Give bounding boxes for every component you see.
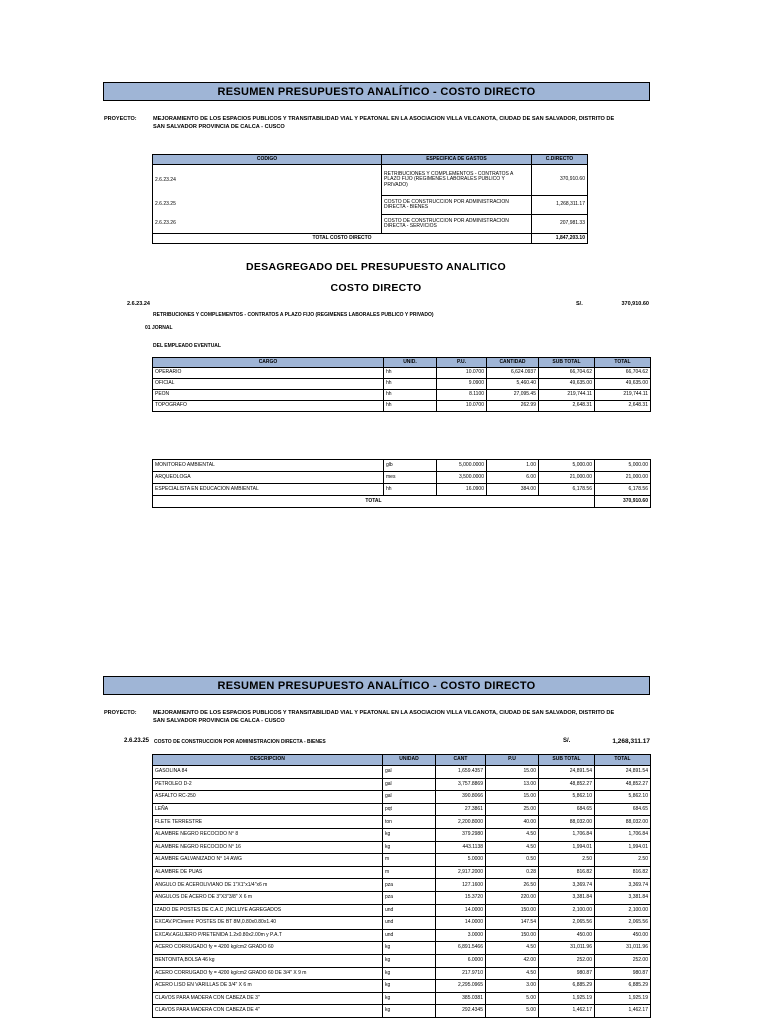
table-cell: ton <box>383 816 436 829</box>
proyecto-text-2: MEJORAMIENTO DE LOS ESPACIOS PUBLICOS Y TRANSITABILIDAD VIAL Y PEATONAL EN LA ASOCIACION VILLA VILCANOTA, CIUDAD DE SAN SALVADOR, DISTRITO DE SAN SALVADOR PROVINCIA DE CALCA - CUSCO <box>153 710 615 724</box>
table-cell: 450.00 <box>595 929 651 942</box>
table-cell: 6,891.5466 <box>436 942 486 955</box>
summary-amount: 207,981.33 <box>532 215 588 234</box>
table-cell: 24,891.54 <box>595 766 651 779</box>
table-cell: CLAVOS PARA MADERA CON CABEZA DE 4" <box>153 1005 383 1018</box>
table-cell: 2,295.0965 <box>436 980 486 993</box>
labor-table <box>152 357 651 412</box>
table-cell: und <box>383 917 436 930</box>
table-cell: 31,011.96 <box>539 942 595 955</box>
labor-header-pu: P.U. <box>437 358 487 368</box>
table-cell: 1,706.84 <box>595 828 651 841</box>
table-cell: kg <box>383 992 436 1005</box>
table-cell: 2,065.56 <box>595 917 651 930</box>
labor-header-unid: UNID. <box>384 358 437 368</box>
table-cell: 5,000.00 <box>539 460 595 472</box>
table-cell: 127.1600 <box>436 879 486 892</box>
table-cell: 3,369.74 <box>595 879 651 892</box>
table-cell: 49,635.00 <box>595 379 651 390</box>
table-cell: 2,917.2000 <box>436 866 486 879</box>
table-cell: 66,704.62 <box>595 368 651 379</box>
table-cell: LEÑA <box>153 803 383 816</box>
item-code-2: 2.6.23.25 <box>124 738 150 744</box>
table-cell: 1,925.19 <box>595 992 651 1005</box>
table-row <box>153 803 651 816</box>
table-cell: 3,381.84 <box>595 891 651 904</box>
table-cell: OPERARIO <box>153 368 384 379</box>
table-row <box>153 390 651 401</box>
summary-amount: 1,268,311.17 <box>532 196 588 215</box>
table-cell: 2,065.56 <box>539 917 595 930</box>
costo-directo-title: COSTO DIRECTO <box>330 282 422 294</box>
table-cell: 150.00 <box>486 929 539 942</box>
summary-code: 2.6.23.24 <box>153 165 382 196</box>
table-cell: pza <box>383 879 436 892</box>
summary-amount: 370,910.60 <box>532 165 588 196</box>
table-cell: kg <box>383 828 436 841</box>
table-cell: 10.0700 <box>437 401 487 412</box>
item-description-2: COSTO DE CONSTRUCCION POR ADMINISTRACION DIRECTA - BIENES <box>154 739 326 745</box>
table-cell: 88,032.00 <box>595 816 651 829</box>
table-cell: PETROLEO D-2 <box>153 778 383 791</box>
table-cell: 3,500.0000 <box>437 472 487 484</box>
table-cell: 5,862.10 <box>595 791 651 804</box>
table-cell: ACERO CORRUGADO fy = 4200 kg/cm2 GRADO 60 DE 3/4" X 9 m <box>153 967 383 980</box>
table-cell: 3.0000 <box>436 929 486 942</box>
table-cell: 6,178.56 <box>539 484 595 496</box>
table-cell: 217.9710 <box>436 967 486 980</box>
table-cell: 2,648.31 <box>539 401 595 412</box>
materials-header-subtotal: SUB TOTAL <box>539 755 595 766</box>
table-cell: pza <box>383 891 436 904</box>
summary-table <box>152 154 588 244</box>
table-cell: 6,624.0937 <box>487 368 539 379</box>
table-row <box>153 460 651 472</box>
table-cell: 16.0900 <box>437 484 487 496</box>
table-cell: und <box>383 904 436 917</box>
table-cell: 252.00 <box>539 954 595 967</box>
table-row <box>153 841 651 854</box>
table-cell: 379.2980 <box>436 828 486 841</box>
table-cell: 88,032.00 <box>539 816 595 829</box>
table-row <box>153 828 651 841</box>
table-cell: OFICIAL <box>153 379 384 390</box>
table-cell: 5,460.40 <box>487 379 539 390</box>
table-row <box>153 904 651 917</box>
table-cell: hh <box>384 390 437 401</box>
item-description: RETRIBUCIONES Y COMPLEMENTOS - CONTRATOS A PLAZO FIJO (REGIMENES LABORALES PUBLICO Y PRIVADO) <box>153 312 434 318</box>
table-cell: und <box>383 929 436 942</box>
table-cell: hh <box>384 368 437 379</box>
table-row <box>153 942 651 955</box>
table-cell: GASOLINA 84 <box>153 766 383 779</box>
table-cell: 4.50 <box>486 828 539 841</box>
table-cell: 21,000.00 <box>595 472 651 484</box>
table-cell: 5,000.0000 <box>437 460 487 472</box>
table-row <box>153 472 651 484</box>
eventual-label: DEL EMPLEADO EVENTUAL <box>153 343 221 349</box>
others-total-row <box>153 496 651 508</box>
table-cell: 3,381.84 <box>539 891 595 904</box>
table-cell: 0.28 <box>486 866 539 879</box>
table-row <box>153 196 588 215</box>
table-cell: gal <box>383 778 436 791</box>
item-currency-2: S/. <box>563 738 571 744</box>
table-cell: ALAMBRE DE PUAS <box>153 866 383 879</box>
table-cell: ANGULO DE ACEROLIVIANO DE 1"X1"x1/4"x6 m <box>153 879 383 892</box>
item-currency: S/. <box>576 301 583 307</box>
summary-desc: COSTO DE CONSTRUCCION POR ADMINISTRACION DIRECTA - SERVICIOS <box>382 215 532 234</box>
table-row <box>153 1005 651 1018</box>
proyecto-label-2: PROYECTO: <box>104 710 137 716</box>
table-cell: 2.50 <box>595 854 651 867</box>
table-row <box>153 791 651 804</box>
table-cell: gal <box>383 766 436 779</box>
materials-header-cant: CANT <box>436 755 486 766</box>
table-cell: 21,000.00 <box>539 472 595 484</box>
table-cell: 6.00 <box>487 472 539 484</box>
table-cell: TOPOGRAFO <box>153 401 384 412</box>
summary-desc: RETRIBUCIONES Y COMPLEMENTOS - CONTRATOS A PLAZO FIJO (REGIMENES LABORALES PUBLICO Y PRIVADO) <box>382 165 532 196</box>
table-cell: 816.82 <box>595 866 651 879</box>
table-cell: 24,891.54 <box>539 766 595 779</box>
summary-total-row <box>153 234 588 244</box>
item-total-2: 1,268,311.17 <box>612 738 650 745</box>
table-cell: 219,744.11 <box>539 390 595 401</box>
table-cell: 6,885.29 <box>539 980 595 993</box>
table-cell: MONITOREO AMBIENTAL <box>153 460 384 472</box>
table-cell: 49,635.00 <box>539 379 595 390</box>
table-cell: m <box>383 866 436 879</box>
table-row <box>153 891 651 904</box>
table-cell: EXCAV.AGUJERO P/RETENIDA 1.2x0.80x2.00m y P.A.T <box>153 929 383 942</box>
table-row <box>153 816 651 829</box>
table-cell: 42.00 <box>486 954 539 967</box>
table-cell: ALAMBRE NEGRO RECOCIDO N° 8 <box>153 828 383 841</box>
table-cell: 980.87 <box>539 967 595 980</box>
table-cell: 262.99 <box>487 401 539 412</box>
materials-table <box>152 754 651 1018</box>
table-cell: 25.00 <box>486 803 539 816</box>
table-cell: 292.4345 <box>436 1005 486 1018</box>
table-cell: kg <box>383 841 436 854</box>
table-cell: 5,862.10 <box>539 791 595 804</box>
table-cell: 684.65 <box>595 803 651 816</box>
table-cell: 2.50 <box>539 854 595 867</box>
materials-header-total: TOTAL <box>595 755 651 766</box>
table-cell: PEON <box>153 390 384 401</box>
table-cell: 27.3861 <box>436 803 486 816</box>
table-cell: ACERO LISO EN VARILLAS DE 3/4" X 6 m <box>153 980 383 993</box>
table-cell: mes <box>384 472 437 484</box>
others-total-label: TOTAL <box>153 496 595 508</box>
table-cell: ARQUEOLOGA <box>153 472 384 484</box>
table-row <box>153 929 651 942</box>
table-row <box>153 165 588 196</box>
summary-header-desc: ESPECIFICA DE GASTOS <box>382 155 532 165</box>
table-row <box>153 992 651 1005</box>
table-cell: 3.00 <box>486 980 539 993</box>
labor-header-total: TOTAL <box>595 358 651 368</box>
table-cell: 31,011.96 <box>595 942 651 955</box>
table-cell: pqt <box>383 803 436 816</box>
table-cell: 0.50 <box>486 854 539 867</box>
others-table <box>152 459 651 508</box>
proyecto-text: MEJORAMIENTO DE LOS ESPACIOS PUBLICOS Y TRANSITABILIDAD VIAL Y PEATONAL EN LA ASOCIACION VILLA VILCANOTA, CIUDAD DE SAN SALVADOR, DISTRITO DE SAN SALVADOR PROVINCIA DE CALCA - CUSCO <box>153 116 615 130</box>
table-cell: 15.00 <box>486 766 539 779</box>
table-cell: 3,757.8869 <box>436 778 486 791</box>
table-cell: 3,369.74 <box>539 879 595 892</box>
table-row <box>153 778 651 791</box>
table-row <box>153 368 651 379</box>
table-cell: 14.0000 <box>436 904 486 917</box>
summary-total-value: 1,847,203.10 <box>532 234 588 244</box>
table-cell: 220.00 <box>486 891 539 904</box>
item-total: 370,910.60 <box>621 301 649 307</box>
table-cell: 443.1138 <box>436 841 486 854</box>
table-cell: ANGULOS DE ACERO DE 3"X3"3/8" X 6 m <box>153 891 383 904</box>
table-cell: 4.50 <box>486 942 539 955</box>
table-cell: 252.00 <box>595 954 651 967</box>
table-row <box>153 917 651 930</box>
table-cell: 2,100.00 <box>539 904 595 917</box>
section2-title: RESUMEN PRESUPUESTO ANALÍTICO - COSTO DIRECTO <box>103 676 650 695</box>
table-cell: kg <box>383 954 436 967</box>
table-cell: 40.00 <box>486 816 539 829</box>
table-cell: 147.54 <box>486 917 539 930</box>
table-cell: kg <box>383 980 436 993</box>
labor-header-cargo: CARGO <box>153 358 384 368</box>
summary-header-amount: C.DIRECTO <box>532 155 588 165</box>
table-cell: 1,925.19 <box>539 992 595 1005</box>
table-cell: FLETE TERRESTRE <box>153 816 383 829</box>
table-cell: 5.00 <box>486 992 539 1005</box>
others-total-value: 370,910.60 <box>595 496 651 508</box>
table-cell: ALAMBRE GALVANIZADO N° 14 AWG <box>153 854 383 867</box>
labor-header-cantidad: CANTIDAD <box>487 358 539 368</box>
table-cell: 1,659.4357 <box>436 766 486 779</box>
table-cell: 816.82 <box>539 866 595 879</box>
table-cell: 8.1100 <box>437 390 487 401</box>
materials-header-pu: P.U <box>486 755 539 766</box>
table-cell: 2,200.8000 <box>436 816 486 829</box>
table-row <box>153 484 651 496</box>
table-cell: 385.0381 <box>436 992 486 1005</box>
table-row <box>153 854 651 867</box>
table-cell: 4.50 <box>486 967 539 980</box>
table-cell: 13.00 <box>486 778 539 791</box>
materials-header-descripcion: DESCRIPCION <box>153 755 383 766</box>
table-cell: 66,704.62 <box>539 368 595 379</box>
table-cell: hh <box>384 484 437 496</box>
table-row <box>153 879 651 892</box>
table-cell: 684.65 <box>539 803 595 816</box>
table-cell: 1,994.01 <box>539 841 595 854</box>
table-cell: CLAVOS PARA MADERA CON CABEZA DE 3" <box>153 992 383 1005</box>
table-cell: 980.87 <box>595 967 651 980</box>
table-cell: 6.0000 <box>436 954 486 967</box>
table-cell: kg <box>383 1005 436 1018</box>
table-cell: 27,095.45 <box>487 390 539 401</box>
table-cell: 5,000.00 <box>595 460 651 472</box>
desagregado-title: DESAGREGADO DEL PRESUPUESTO ANALITICO <box>245 261 507 273</box>
proyecto-label: PROYECTO: <box>104 116 137 122</box>
table-row <box>153 980 651 993</box>
table-cell: 5.00 <box>486 1005 539 1018</box>
table-row <box>153 401 651 412</box>
summary-code: 2.6.23.26 <box>153 215 382 234</box>
item-code: 2.6.23.24 <box>127 301 150 307</box>
table-cell: 384.00 <box>487 484 539 496</box>
jornal-label: 01 JORNAL <box>145 325 173 331</box>
table-cell: 390.8066 <box>436 791 486 804</box>
summary-header-code: CODIGO <box>153 155 382 165</box>
table-cell: 48,852.27 <box>595 778 651 791</box>
table-row <box>153 215 588 234</box>
materials-header-unidad: UNIDAD <box>383 755 436 766</box>
table-cell: glb <box>384 460 437 472</box>
labor-header-subtotal: SUB TOTAL <box>539 358 595 368</box>
table-cell: kg <box>383 942 436 955</box>
table-cell: m <box>383 854 436 867</box>
table-cell: 1,994.01 <box>595 841 651 854</box>
table-cell: 219,744.11 <box>595 390 651 401</box>
table-cell: 150.00 <box>486 904 539 917</box>
table-cell: hh <box>384 379 437 390</box>
summary-code: 2.6.23.25 <box>153 196 382 215</box>
table-cell: 1,706.84 <box>539 828 595 841</box>
table-cell: 10.0700 <box>437 368 487 379</box>
table-row <box>153 866 651 879</box>
table-row <box>153 967 651 980</box>
table-cell: ALAMBRE NEGRO RECOCIDO N° 16 <box>153 841 383 854</box>
table-cell: 1,462.17 <box>595 1005 651 1018</box>
table-cell: 6,178.56 <box>595 484 651 496</box>
table-cell: EXCAV.P/Ciment: POSTES DE BT 8M,0.80x0.80x1.40 <box>153 917 383 930</box>
table-cell: 15.3720 <box>436 891 486 904</box>
table-cell: gal <box>383 791 436 804</box>
summary-total-label: TOTAL COSTO DIRECTO <box>153 234 532 244</box>
table-cell: 9.0900 <box>437 379 487 390</box>
table-cell: BENTONITA,BOLSA 46 kg <box>153 954 383 967</box>
table-cell: 14.0000 <box>436 917 486 930</box>
table-cell: 1,462.17 <box>539 1005 595 1018</box>
table-row <box>153 954 651 967</box>
table-cell: ESPECIALISTA EN EDUCACION AMBIENTAL <box>153 484 384 496</box>
table-cell: 4.50 <box>486 841 539 854</box>
table-cell: 6,885.29 <box>595 980 651 993</box>
table-cell: 2,648.31 <box>595 401 651 412</box>
section1-title: RESUMEN PRESUPUESTO ANALÍTICO - COSTO DIRECTO <box>103 82 650 101</box>
table-cell: kg <box>383 967 436 980</box>
table-cell: IZADO DE POSTES DE C.A.C ,INCLUYE AGREGADOS <box>153 904 383 917</box>
table-cell: 450.00 <box>539 929 595 942</box>
table-cell: 1.00 <box>487 460 539 472</box>
table-cell: 26.50 <box>486 879 539 892</box>
table-row <box>153 379 651 390</box>
table-cell: 15.00 <box>486 791 539 804</box>
table-cell: 5.0000 <box>436 854 486 867</box>
table-cell: hh <box>384 401 437 412</box>
table-cell: 2,100.00 <box>595 904 651 917</box>
table-cell: ASFALTO RC-250 <box>153 791 383 804</box>
table-cell: 48,852.27 <box>539 778 595 791</box>
table-row <box>153 766 651 779</box>
summary-desc: COSTO DE CONSTRUCCION POR ADMINISTRACION DIRECTA - BIENES <box>382 196 532 215</box>
table-cell: ACERO CORRUGADO fy = 4200 kg/cm2 GRADO 60 <box>153 942 383 955</box>
